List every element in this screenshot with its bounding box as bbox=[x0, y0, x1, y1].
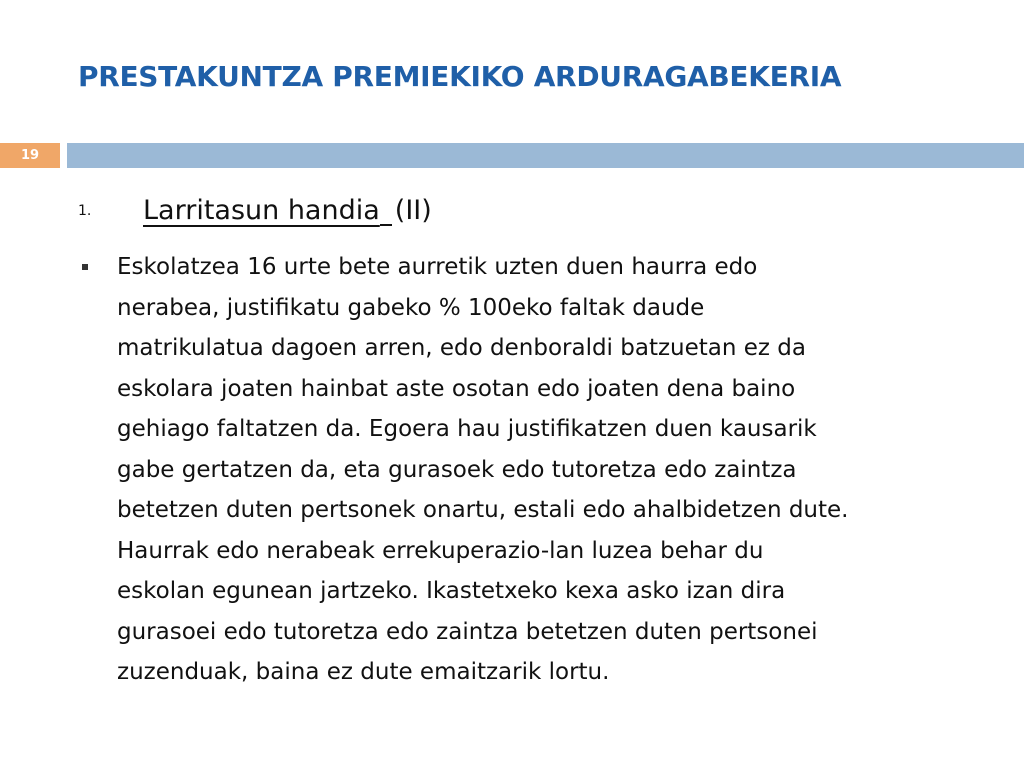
paragraph-line: eskolara joaten hainbat aste osotan edo joaten dena baino bbox=[117, 375, 796, 402]
paragraph-line: Haurrak edo nerabeak errekuperazio-lan luzea behar du bbox=[117, 537, 764, 564]
heading-underline-extension bbox=[380, 193, 392, 226]
heading-suffix: (II) bbox=[394, 195, 432, 226]
paragraph-line: zuzenduak, baina ez dute emaitzarik lortu. bbox=[117, 659, 610, 685]
paragraph-line: gehiago faltatzen da. Egoera hau justifikatzen duen kausarik bbox=[117, 416, 817, 442]
slide-number-badge: 19 bbox=[0, 143, 60, 168]
slide-title: PRESTAKUNTZA PREMIEKIKO ARDURAGABEKERIA bbox=[78, 60, 842, 93]
paragraph-line: Eskolatzea 16 urte bete aurretik uzten duen haurra edo bbox=[117, 254, 758, 280]
heading-underlined-text: Larritasun handia bbox=[143, 195, 380, 226]
heading-number: 1. bbox=[78, 203, 92, 219]
bullet-paragraph bbox=[117, 247, 997, 693]
title-divider-bar bbox=[67, 143, 1024, 168]
paragraph-line: eskolan egunean jartzeko. Ikastetxeko kexa asko izan dira bbox=[117, 578, 786, 604]
square-bullet-icon bbox=[82, 264, 88, 270]
section-heading bbox=[78, 193, 432, 226]
paragraph-line: nerabea, justifikatu gabeko % 100eko faltak daude bbox=[117, 294, 705, 321]
paragraph-line: betetzen duten pertsonek onartu, estali edo ahalbidetzen dute. bbox=[117, 497, 849, 523]
paragraph-line: gabe gertatzen da, eta gurasoek edo tutoretza edo zaintza bbox=[117, 456, 797, 483]
paragraph-line: gurasoei edo tutoretza edo zaintza betetzen duten pertsonei bbox=[117, 618, 818, 645]
paragraph-line: matrikulatua dagoen arren, edo denboraldi batzuetan ez da bbox=[117, 335, 807, 361]
